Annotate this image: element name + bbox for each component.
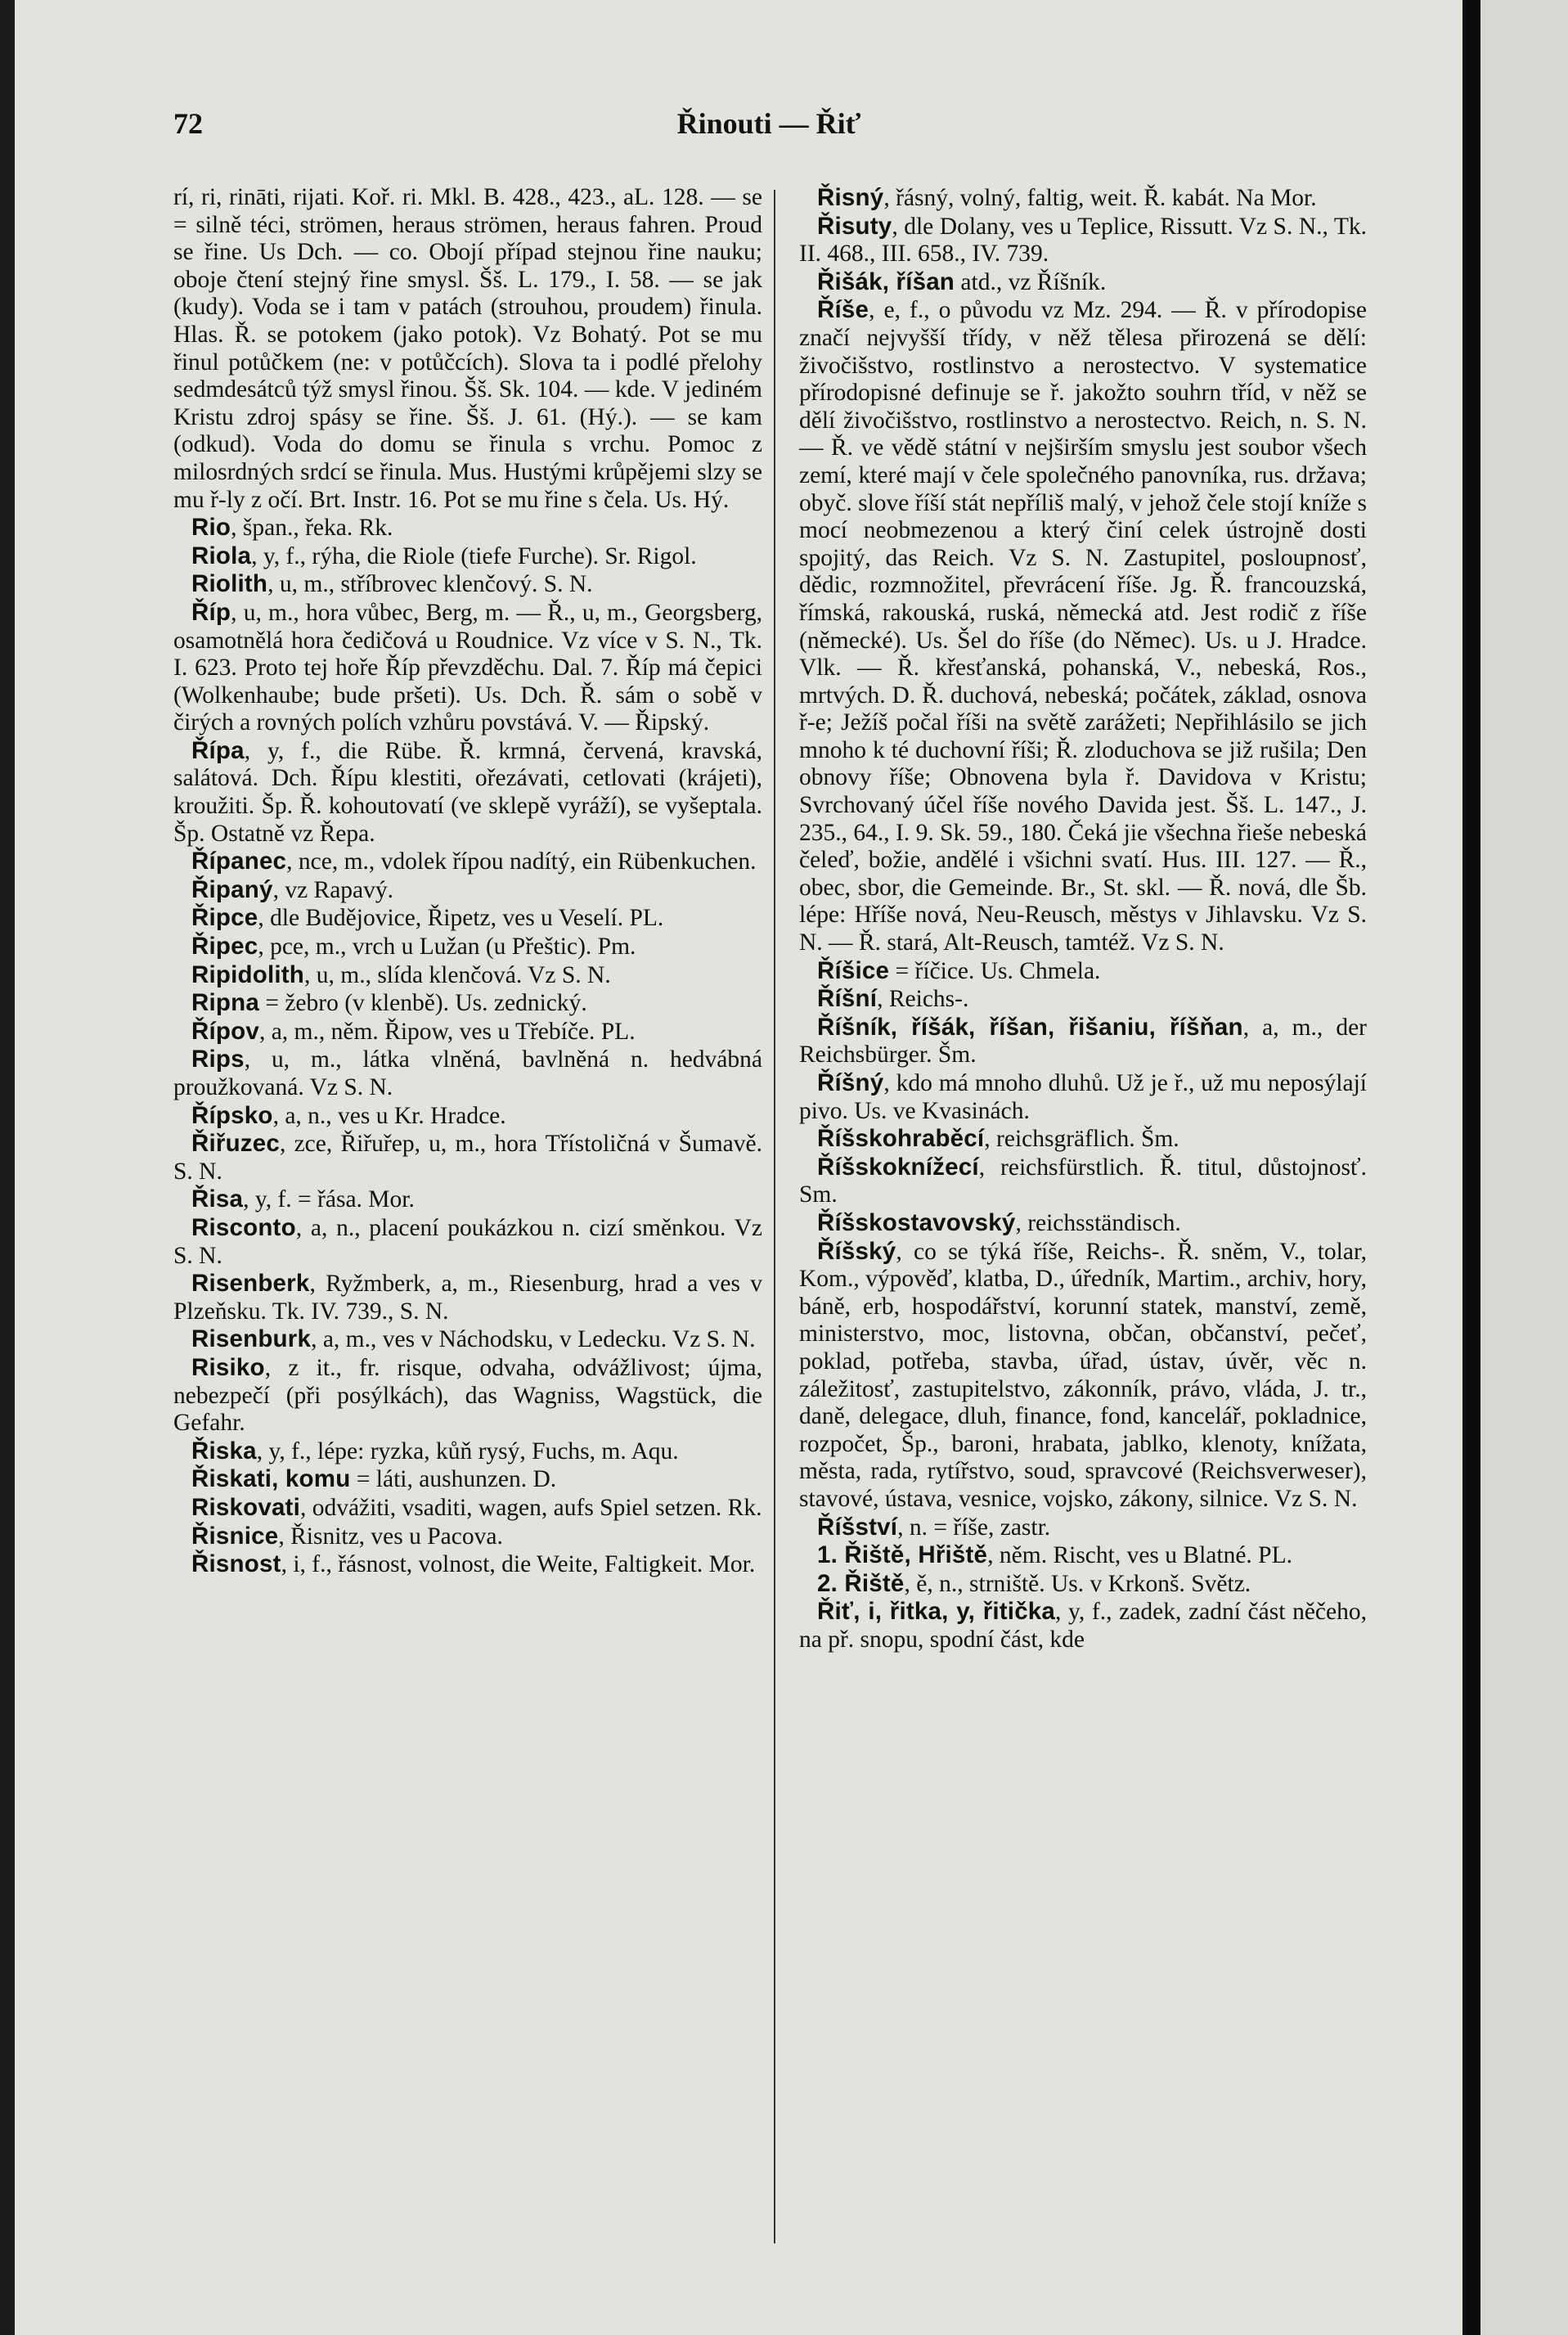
entry-body: , Reichs-. (877, 986, 969, 1013)
entry-headword: Řisnice (191, 1522, 279, 1550)
entry-headword: Risconto (191, 1213, 296, 1241)
dictionary-entry (799, 1125, 1367, 1154)
dictionary-entry (173, 1185, 762, 1214)
dictionary-entry (173, 1437, 762, 1466)
dictionary-entry (173, 1465, 762, 1494)
entry-headword: Řisnost (191, 1550, 281, 1578)
dictionary-entry (173, 961, 762, 990)
entry-headword: Riolith (191, 570, 268, 598)
entry-headword: Říšskohraběcí (817, 1125, 985, 1153)
dictionary-entry (799, 296, 1367, 956)
dictionary-entry (173, 1354, 762, 1437)
entry-headword: Risiko (191, 1353, 265, 1381)
dictionary-entry (799, 1154, 1367, 1209)
dictionary-entry (173, 876, 762, 905)
entry-headword: Říšský (817, 1237, 896, 1265)
entry-body: rí, ri, rināti, rijati. Koř. ri. Mkl. B. 428., 423., aL. 128. — se = silně téci, strömen, heraus strömen, heraus fahren. Proud se řine. Us Dch. — co. Obojí případ stejnou řine nauku; oboje čtení stejný řine smysl. Šš. L. 179., I. 58. — se jak (kudy). Voda se i tam v patách (strouhou, proudem) řinula. Hlas. Ř. se potokem (jako potok). Vz Bohatý. Pot se mu řinul potůčkem (ne: v potůčcích). Slova ta i podlé přelohy sedmdesátců týž smysl řinou. Šš. Sk. 104. — kde. V jediném Kristu zdroj spásy se řine. Šš. J. 61. (Hý.). — se kam (odkud). Voda do domu se řinula s vrchu. Pomoc z milosrdných srdcí se řinula. Mus. Hustými krůpějemi slzy se mu ř-ly z očí. Brt. Instr. 16. Pot se mu řine s čela. Us. Hý. (173, 184, 762, 513)
entry-headword: Říšný (817, 1069, 884, 1096)
entry-body: , vz Rapavý. (272, 876, 394, 903)
entry-body: , y, f., rýha, die Riole (tiefe Furche). Sr. Rigol. (251, 542, 697, 569)
dictionary-entry (173, 1494, 762, 1523)
dictionary-entry (799, 1514, 1367, 1542)
dictionary-entry (799, 213, 1367, 268)
entry-body: , i, f., řásnost, volnost, die Weite, Faltigkeit. Mor. (281, 1551, 756, 1578)
entry-body: , e, f., o původu vz Mz. 294. — Ř. v přírodopise značí nejvyšší třídy, v něž tělesa přirozená se dělí: živočišstvo, rostlinstvo a nerostectvo. V systematice přírodopisné definuje se ř. jakožto souhrn tříd, v něž se dělí živočišstvo, rostlinstvo a nerostectvo. Reich, n. S. N. — Ř. ve vědě státní v nejširším smyslu jest soubor všech zemí, které mají v čele společného panovníka, rus. država; obyč. slove říší stát nepříliš malý, v jehož čele stojí kníže s mocí neobmezenou a který činí celek ústrojně dosti spojitý, das Reich. Vz S. N. Zastupitel, posloupnosť, dědic, rozmnožitel, převrácení říše. Jg. Ř. francouzská, římská, rakouská, ruská, německá atd. Jest rodič z říše (německé). Us. Šel do říše (do Němec). Us. u J. Hradce. Vlk. — Ř. křesťanská, pohanská, V., nebeská, Ros., mrtvých. D. Ř. duchová, nebeská; počátek, základ, osnova ř-e; Ježíš počal říši na světě zarážeti; Nepřihlásilo se jich mnoho k té duchovní říši; Ř. zloduchova se již rušila; Den obnovy říše; Obnovena byla ř. Davidova v Kristu; Svrchovaný účel říše nového Davida jest. Šš. L. 147., J. 235., 64., I. 9. Sk. 59., 180. Čeká jie všechna řieše nebeská čeleď, božie, andělé i všichni svatí. Hus. III. 127. — Ř., obec, sbor, die Gemeinde. Br., St. skl. — Ř. nová, dle Šb. lépe: Hříše nová, Neu-Reusch, městys v Jihlavsku. Vz S. N. — Ř. stará, Alt-Reusch, tamtéž. Vz S. N. (799, 297, 1367, 956)
dictionary-entry (173, 737, 762, 848)
entry-headword: Říšskoknížecí (817, 1153, 979, 1181)
entry-headword: Řipec (191, 933, 258, 961)
dictionary-entry (173, 1018, 762, 1046)
page-gutter-shadow (1462, 0, 1480, 2335)
entry-body: = říčice. Us. Chmela. (889, 957, 1101, 984)
entry-body: , u, m., stříbrovec klenčový. S. N. (267, 571, 593, 598)
dictionary-entry (799, 1598, 1367, 1653)
dictionary-entry (173, 933, 762, 961)
column-divider (774, 190, 775, 2243)
dictionary-entry (799, 1209, 1367, 1238)
dictionary-entry (799, 1014, 1367, 1069)
entry-headword: Řiřuzec (191, 1130, 280, 1158)
dictionary-entry (173, 1523, 762, 1551)
dictionary-entry (799, 1541, 1367, 1570)
entry-body: , něm. Rischt, ves u Blatné. PL. (987, 1542, 1292, 1569)
entry-headword: Řipaný (191, 875, 273, 903)
dictionary-entry (173, 1102, 762, 1131)
entry-body: , y, f., zadek, zadní část něčeho, na př. snopu, spodní část, kde (799, 1599, 1367, 1653)
entry-headword: Risenberk (191, 1270, 310, 1298)
entry-body: , dle Budějovice, Řipetz, ves u Veselí. PL. (258, 905, 664, 932)
dictionary-entry (173, 1130, 762, 1185)
dictionary-entry (173, 570, 762, 599)
entry-body: , a, m., ves v Náchodsku, v Ledecku. Vz S. N. (311, 1326, 756, 1353)
entry-headword: Ripna (191, 989, 259, 1017)
entry-body: , Ryžmberk, a, m., Riesenburg, hrad a ves v Plzeňsku. Tk. IV. 739., S. N. (173, 1271, 762, 1325)
dictionary-entry (173, 599, 762, 737)
entry-body: , a, n., placení poukázkou n. cizí směnkou. Vz S. N. (173, 1214, 762, 1269)
entry-body: , kdo má mnoho dluhů. Už je ř., už mu neposýlají pivo. Us. ve Kvasinách. (799, 1070, 1367, 1124)
entry-headword: Rips (191, 1046, 245, 1073)
dictionary-entry (173, 848, 762, 876)
entry-headword: Říšství (817, 1513, 898, 1541)
entry-body: , a, n., ves u Kr. Hradce. (272, 1102, 506, 1129)
right-column (799, 184, 1367, 1653)
entry-headword: Rio (191, 514, 231, 542)
entry-body: , u, m., hora vůbec, Berg, m. — Ř., u, m., Georgsberg, osamotnělá hora čedičová u Roudnice. Vz více v S. N., Tk. I. 623. Proto tej hoře Říp převzděchu. Dal. 7. Říp má čepici (Wolkenhaube; bude pršeti). Us. Dch. Ř. sám o sobě v čirých a rovných polích vzhůru povstává. V. — Řipský. (173, 599, 762, 736)
entry-body: , n. = říše, zastr. (897, 1514, 1051, 1541)
dictionary-entry (173, 184, 762, 514)
entry-body: , nce, m., vdolek řípou nadítý, ein Rübenkuchen. (286, 848, 757, 875)
entry-headword: Řisný (817, 184, 884, 211)
entry-body: , odvážiti, vsaditi, wagen, aufs Spiel setzen. Rk. (299, 1494, 762, 1521)
adjacent-page-edge (1480, 0, 1568, 2335)
dictionary-entry (173, 514, 762, 542)
entry-headword: Říšice (817, 956, 890, 984)
entry-body: , u, m., látka vlněná, bavlněná n. hedvábná proužkovaná. Vz S. N. (173, 1046, 762, 1100)
entry-body: , dle Dolany, ves u Teplice, Rissutt. Vz S. N., Tk. II. 468., III. 658., IV. 739. (799, 213, 1367, 268)
entry-body: , a, m., něm. Řipow, ves u Třebíče. PL. (258, 1018, 636, 1045)
entry-headword: Řípa (191, 736, 245, 764)
dictionary-entry (799, 184, 1367, 213)
dictionary-entry (173, 904, 762, 933)
entry-body: , reichsfürstlich. Ř. titul, důstojnosť. Sm. (799, 1154, 1367, 1208)
page-number: 72 (173, 107, 203, 140)
entry-headword: Říše (817, 296, 869, 324)
dictionary-entry (799, 1570, 1367, 1599)
entry-headword: 2. Řiště (817, 1569, 905, 1597)
entry-body: , ě, n., strniště. Us. v Krkonš. Světz. (904, 1570, 1251, 1597)
entry-headword: 1. Řiště, Hřiště (817, 1541, 988, 1569)
entry-headword: Ripidolith (191, 961, 304, 988)
entry-headword: Řisuty (817, 212, 892, 240)
entry-headword: Říšník, říšák, říšan, řišaniu, říšňan (817, 1013, 1243, 1041)
dictionary-entry (799, 985, 1367, 1014)
entry-headword: Říšní (817, 985, 878, 1013)
entry-headword: Řiskati, komu (191, 1465, 351, 1493)
dictionary-entry (173, 1046, 762, 1101)
dictionary-entry (799, 957, 1367, 986)
entry-headword: Riskovati (191, 1493, 300, 1521)
entry-body: , a, m., der Reichsbürger. Šm. (799, 1014, 1367, 1069)
dictionary-entry (173, 989, 762, 1018)
entry-headword: Riola (191, 542, 252, 569)
entry-body: , pce, m., vrch u Lužan (u Přeštic). Pm. (258, 934, 636, 961)
entry-body: , Řisnitz, ves u Pacova. (278, 1523, 503, 1550)
entry-headword: Řišák, říšan (817, 268, 955, 295)
running-header (173, 98, 1364, 147)
entry-body: = žebro (v klenbě). Us. zednický. (258, 990, 587, 1017)
dictionary-entry (173, 1214, 762, 1270)
entry-headword: Řípanec (191, 848, 287, 875)
dictionary-entry (173, 1550, 762, 1579)
entry-headword: Řiska (191, 1437, 257, 1464)
left-column (173, 184, 762, 1579)
entry-headword: Řípov (191, 1017, 259, 1045)
entry-body: , špan., řeka. Rk. (231, 515, 393, 542)
running-head-title: Řinouti — Řiť (676, 107, 861, 140)
entry-body: , zce, Řiřuřep, u, m., hora Třístoličná v Šumavě. S. N. (173, 1131, 762, 1185)
entry-body: = láti, aushunzen. D. (350, 1466, 557, 1493)
entry-body: , reichsständisch. (1015, 1209, 1181, 1236)
entry-body: , reichsgräflich. Šm. (984, 1126, 1179, 1153)
entry-body: atd., vz Říšník. (955, 268, 1107, 295)
dictionary-entry (799, 1238, 1367, 1514)
dictionary-entry (173, 1270, 762, 1325)
entry-body: , y, f. = řása. Mor. (243, 1186, 415, 1213)
entry-body: , co se týká říše, Reichs-. Ř. sněm, V., tolar, Kom., výpověď, klatba, D., úředník, Martim., archiv, hory, báně, erb, hospodářství, korunní statek, manství, země, ministerstvo, moc, listovna, občan, občanství, pečeť, poklad, potřeba, stavba, úřad, ústav, úvěr, věc n. záležitosť, zastupitelstvo, zákonník, právo, vláda, J. tr., daně, delegace, dluh, finance, fond, kancelář, pokladnice, rozpočet, Šp., baroni, hrabata, jablko, klenoty, knížata, města, rada, rytířstvo, soud, spravcové (Reichsverweser), stavové, ústava, vesnice, vojsko, zákony, silnice. Vz S. N. (799, 1238, 1367, 1512)
entry-headword: Říp (191, 598, 231, 626)
entry-headword: Říšskostavovský (817, 1208, 1016, 1236)
entry-body: , y, f., die Rübe. Ř. krmná, červená, kravská, salátová. Dch. Řípu klestiti, ořezávati, cetlovati (krájeti), kroužiti. Šp. Ř. kohoutovatí (ve sklepě vyráží), se vyšeptala. Šp. Ostatně vz Řepa. (173, 737, 762, 847)
dictionary-entry (799, 1069, 1367, 1125)
entry-body: , řásný, volný, faltig, weit. Ř. kabát. Na Mor. (883, 185, 1317, 211)
entry-headword: Řípsko (191, 1101, 273, 1129)
dictionary-entry (173, 542, 762, 571)
dictionary-entry (173, 1325, 762, 1354)
entry-headword: Risenburk (191, 1325, 312, 1353)
entry-body: , y, f., lépe: ryzka, kůň rysý, Fuchs, m. Aqu. (256, 1437, 679, 1464)
entry-body: , z it., fr. risque, odvaha, odvážlivost; újma, nebezpečí (při posýlkách), das Wagniss, Wagstück, die Gefahr. (173, 1354, 762, 1437)
entry-headword: Řipce (191, 904, 258, 932)
entry-headword: Řisa (191, 1185, 244, 1213)
entry-headword: Řiť, i, řitka, y, řitička (817, 1598, 1056, 1626)
dictionary-entry (799, 268, 1367, 297)
entry-body: , u, m., slída klenčová. Vz S. N. (304, 961, 611, 988)
